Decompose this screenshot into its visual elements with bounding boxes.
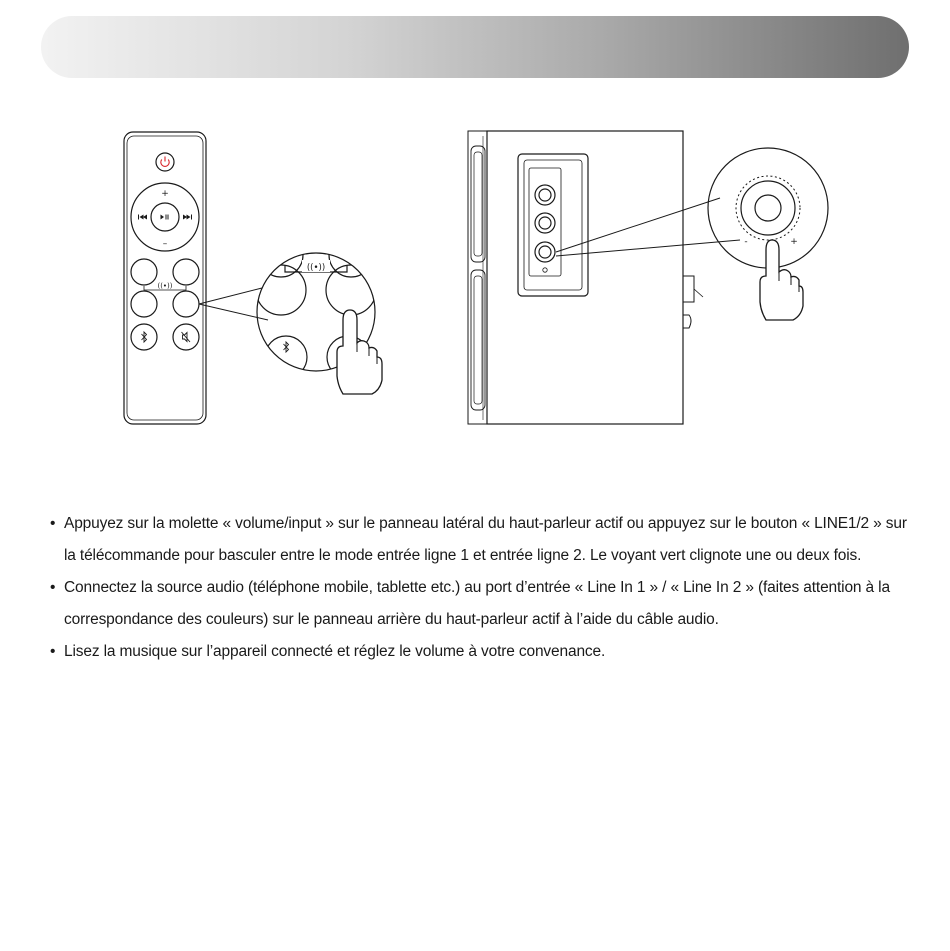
instruction-list bbox=[50, 508, 910, 668]
instruction-item bbox=[50, 636, 910, 668]
line-in-jack-2 bbox=[535, 213, 555, 233]
play-pause-icon[interactable] bbox=[161, 215, 169, 220]
remote-button-top-left[interactable] bbox=[131, 259, 157, 285]
remote-control bbox=[124, 132, 206, 424]
volume-down-label[interactable]: – bbox=[162, 239, 168, 249]
knob-plus-label: + bbox=[790, 237, 798, 247]
previous-track-icon[interactable] bbox=[138, 215, 147, 220]
line-in-jack-1 bbox=[535, 185, 555, 205]
instruction-item bbox=[50, 508, 910, 572]
status-led bbox=[543, 268, 547, 272]
volume-input-knob bbox=[535, 242, 555, 262]
remote-button-line2[interactable] bbox=[173, 291, 199, 317]
line-button-icon: ((•)) bbox=[157, 282, 173, 290]
remote-nav-ring bbox=[131, 183, 199, 251]
remote-button-line1[interactable] bbox=[131, 291, 157, 317]
instruction-item bbox=[50, 572, 910, 636]
bullet: • bbox=[50, 579, 56, 596]
instruction-text: Connectez la source audio (téléphone mobile, tablette etc.) au port d’entrée « Line In 1 » / « Line In 2 » (faites attention à la correspondance des couleurs) sur le panneau arrière du haut-parleur actif à l’aide du câble audio. bbox=[64, 579, 890, 628]
instruction-text: Appuyez sur la molette « volume/input » sur le panneau latéral du haut-parleur actif ou appuyez sur le bouton « LINE1/2 » sur la télécommande pour basculer entre le mode entrée ligne 1 et entrée ligne 2. Le voyant vert clignote une ou deux fois. bbox=[64, 515, 907, 564]
speaker-side-view bbox=[468, 131, 703, 424]
bluetooth-icon bbox=[142, 332, 147, 342]
power-icon bbox=[161, 157, 169, 167]
zoom-line-icon: ((•)) bbox=[306, 263, 326, 273]
volume-knob bbox=[755, 195, 781, 221]
knob-minus-label: - bbox=[744, 237, 748, 247]
remote-power-button[interactable] bbox=[156, 153, 174, 171]
input-panel bbox=[518, 154, 588, 296]
pointing-hand-icon bbox=[337, 310, 382, 394]
next-track-icon[interactable] bbox=[183, 215, 192, 220]
pointing-hand-icon bbox=[760, 240, 803, 320]
mute-icon bbox=[182, 332, 191, 342]
instruction-text: Lisez la musique sur l’appareil connecté et réglez le volume à votre convenance. bbox=[64, 643, 606, 660]
remote-button-top-right[interactable] bbox=[173, 259, 199, 285]
bullet: • bbox=[50, 643, 56, 660]
bullet: • bbox=[50, 515, 56, 532]
bluetooth-icon bbox=[284, 342, 289, 352]
volume-up-label[interactable]: + bbox=[161, 189, 169, 199]
